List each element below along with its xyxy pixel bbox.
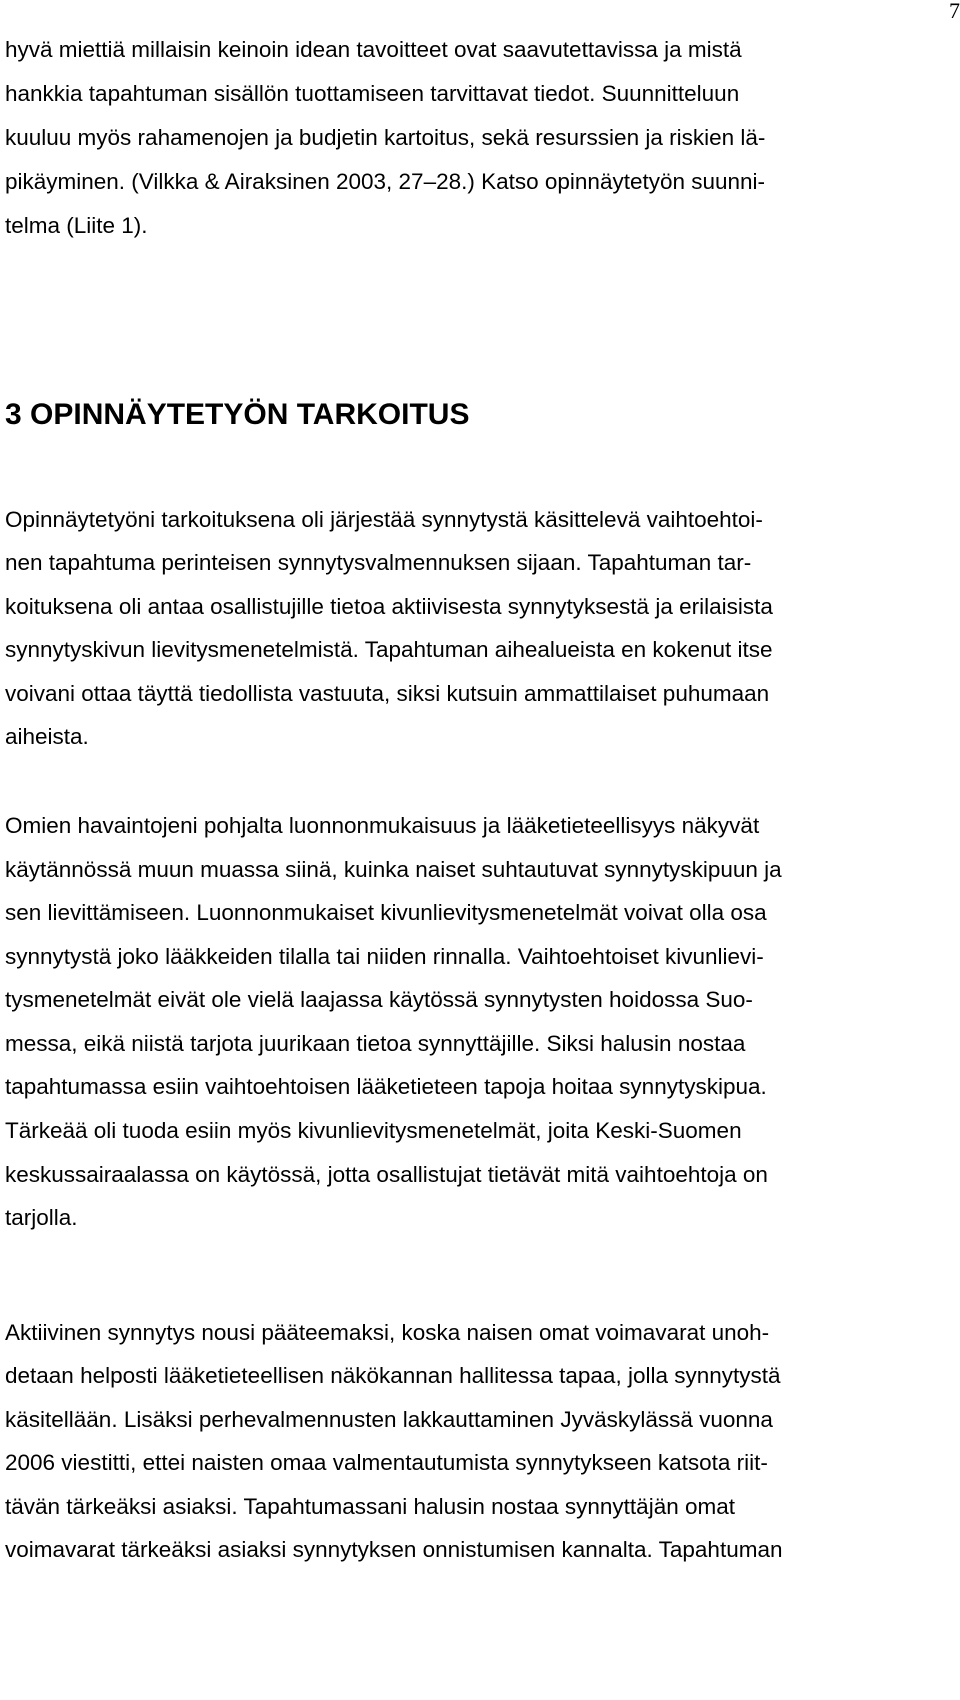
text-line: voimavarat tärkeäksi asiaksi synnytyksen onnistumisen kannalta. Tapahtuman bbox=[5, 1537, 783, 1562]
text-line: messa, eikä niistä tarjota juurikaan tietoa synnyttäjille. Siksi halusin nostaa bbox=[5, 1031, 746, 1056]
text-line: kuuluu myös rahamenojen ja budjetin kartoitus, sekä resurssien ja riskien lä- bbox=[5, 125, 766, 150]
text-line: tarjolla. bbox=[5, 1205, 78, 1230]
text-line: käsitellään. Lisäksi perhevalmennusten lakkauttaminen Jyväskylässä vuonna bbox=[5, 1407, 773, 1432]
text-line: aiheista. bbox=[5, 724, 89, 749]
text-line: pikäyminen. (Vilkka & Airaksinen 2003, 27–28.) Katso opinnäytetyön suunni- bbox=[5, 169, 766, 194]
text-line: 2006 viestitti, ettei naisten omaa valmentautumista synnytykseen katsota riit- bbox=[5, 1450, 768, 1475]
text-line: Tärkeää oli tuoda esiin myös kivunlievitysmenetelmät, joita Keski-Suomen bbox=[5, 1118, 742, 1143]
text-line: Opinnäytetyöni tarkoituksena oli järjestää synnytystä käsittelevä vaihtoehtoi- bbox=[5, 507, 763, 532]
text-line: voivani ottaa täyttä tiedollista vastuuta, siksi kutsuin ammattilaiset puhumaan bbox=[5, 681, 770, 706]
text-line: keskussairaalassa on käytössä, jotta osallistujat tietävät mitä vaihtoehtoja on bbox=[5, 1162, 768, 1187]
text-line: telma (Liite 1). bbox=[5, 213, 148, 238]
text-line: koituksena oli antaa osallistujille tietoa aktiivisesta synnytyksestä ja erilaisista bbox=[5, 594, 773, 619]
page-number: 7 bbox=[949, 0, 960, 23]
section-heading: 3 OPINNÄYTETYÖN TARKOITUS bbox=[5, 398, 470, 431]
text-line: synnytyskivun lievitysmenetelmistä. Tapahtuman aihealueista en kokenut itse bbox=[5, 637, 773, 662]
text-line: hyvä miettiä millaisin keinoin idean tavoitteet ovat saavutettavissa ja mistä bbox=[5, 37, 742, 62]
text-line: synnytystä joko lääkkeiden tilalla tai niiden rinnalla. Vaihtoehtoiset kivunlievi- bbox=[5, 944, 764, 969]
text-line: Aktiivinen synnytys nousi pääteemaksi, koska naisen omat voimavarat unoh- bbox=[5, 1320, 770, 1345]
text-line: tapahtumassa esiin vaihtoehtoisen lääketieteen tapoja hoitaa synnytyskipua. bbox=[5, 1074, 767, 1099]
text-line: hankkia tapahtuman sisällön tuottamiseen tarvittavat tiedot. Suunnitteluun bbox=[5, 81, 740, 106]
text-line: tävän tärkeäksi asiaksi. Tapahtumassani halusin nostaa synnyttäjän omat bbox=[5, 1494, 735, 1519]
text-line: sen lievittämiseen. Luonnonmukaiset kivunlievitysmenetelmät voivat olla osa bbox=[5, 900, 767, 925]
text-line: Omien havaintojeni pohjalta luonnonmukaisuus ja lääketieteellisyys näkyvät bbox=[5, 813, 760, 838]
text-line: käytännössä muun muassa siinä, kuinka naiset suhtautuvat synnytyskipuun ja bbox=[5, 857, 782, 882]
text-line: tysmenetelmät eivät ole vielä laajassa käytössä synnytysten hoidossa Suo- bbox=[5, 987, 753, 1012]
text-line: nen tapahtuma perinteisen synnytysvalmennuksen sijaan. Tapahtuman tar- bbox=[5, 550, 752, 575]
text-line: detaan helposti lääketieteellisen näkökannan hallitessa tapaa, jolla synnytystä bbox=[5, 1363, 781, 1388]
